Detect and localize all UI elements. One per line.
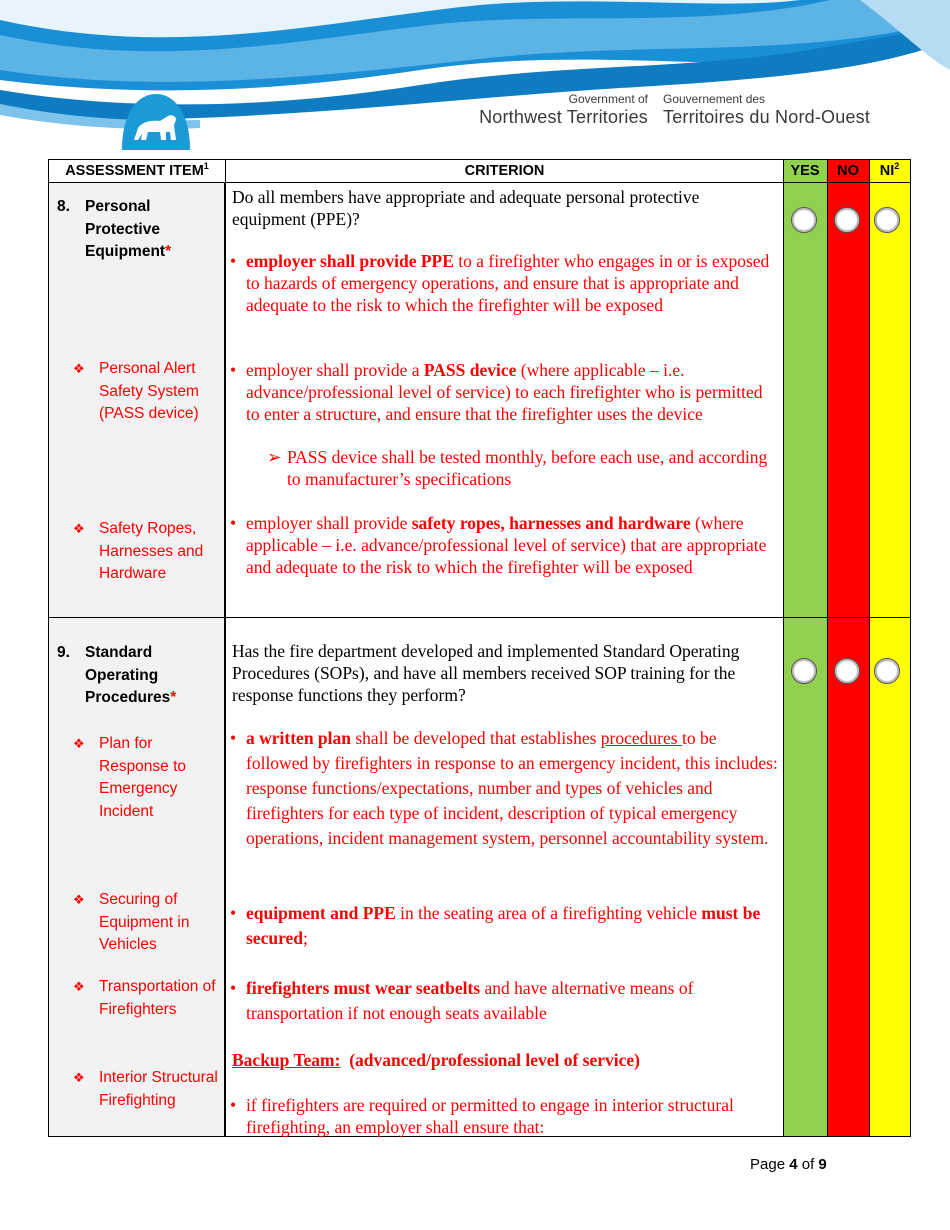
diamond-bullet-icon: ❖ [73,1070,85,1085]
section-8-bullet-pass [230,359,778,425]
section-9-ni-radio[interactable] [874,658,900,684]
bullet-bold: employer shall provide PPE [246,251,454,271]
diamond-bullet-icon: ❖ [73,979,85,994]
section-8-no-radio[interactable] [834,207,860,233]
bullet-bold: safety ropes, harnesses and hardware [411,513,691,533]
total-pages: 9 [818,1156,827,1173]
column-divider [225,160,226,1136]
sub-item-label: Safety Ropes, Harnesses and Hardware [99,520,204,582]
section-8-sub-ropes [73,518,223,586]
page-of: of [801,1156,815,1173]
bear-logo-icon [120,92,192,150]
section-9-bullet-transport [230,976,778,1026]
footnote-1-marker: 1 [203,161,209,171]
bullet-bold: must be secured [246,903,761,948]
header-yes: YES [790,163,820,179]
page-label: Page [750,1156,786,1173]
page-number [750,1156,827,1173]
section-9-number: 9. [57,644,70,661]
section-8-number: 8. [57,198,70,215]
bullet-bold: equipment and PPE [246,903,396,923]
bullet-dot: • [230,978,237,998]
gov-fr-small: Gouvernement des [663,92,766,106]
section-9-sub-securing [73,889,223,957]
yes-column [783,160,827,1136]
bullet-text: if firefighters are required or permitted to engage in interior structural firefighting, an employer shall ensure that: [246,1095,734,1137]
gov-french-name [663,92,893,128]
bullet-text: to a firefighter who engages in or is exposed to hazards of emergency operations, and ensure that is appropriate and adequate to the risk to which the firefighter will be exposed [246,251,770,315]
backup-team-label: Backup Team: [232,1050,341,1070]
ni-column [869,160,910,1136]
current-page: 4 [789,1156,798,1173]
section-9-sub-plan [73,733,223,823]
section-8-question: Do all members have appropriate and adequate personal protective equipment (PPE)? [232,187,700,229]
bullet-text: employer shall provide a [246,360,424,380]
backup-team-level: (advanced/professional level of service) [340,1050,640,1070]
bullet-bold: PASS device [423,360,517,380]
section-9-question: Has the fire department developed and implemented Standard Operating Procedures (SOPs), and have all members received SOP training for the response functions they perform? [232,641,740,705]
gov-english-name [464,92,648,128]
section-8-bullet-ropes [230,512,778,578]
section-8-arrow-pass-test [267,446,772,490]
header-ni [869,160,910,182]
header-no: NO [837,163,859,179]
section-8-sub-pass [73,358,223,426]
arrow-text: PASS device shall be tested monthly, before each use, and according to manufacturer’s specifications [287,447,768,489]
diamond-bullet-icon: ❖ [73,736,85,751]
required-star: * [170,689,177,706]
bullet-dot: • [230,251,237,271]
footnote-2-marker: 2 [894,161,900,171]
no-column [827,160,869,1136]
bullet-bold: firefighters must wear seatbelts [246,978,481,998]
bullet-text: shall be developed that establishes [351,728,601,748]
assessment-table [48,159,911,1137]
section-9-bullet-interior [230,1094,778,1138]
section-9-title [85,642,215,710]
gov-en-big: Northwest Territories [479,107,648,127]
header-assessment-item [49,160,225,182]
diamond-bullet-icon: ❖ [73,521,85,536]
sub-item-label: Transportation of Firefighters [99,978,216,1018]
bullet-dot: • [230,728,237,748]
section-9-yes-radio[interactable] [791,658,817,684]
section-9-backup-team-heading [232,1049,640,1071]
arrow-bullet-icon: ➢ [267,447,282,467]
section-9-sub-interior [73,1067,223,1112]
bullet-text: ; [303,928,308,948]
section-8-yes-radio[interactable] [791,207,817,233]
bullet-dot: • [230,1095,237,1115]
bullet-bold: a written plan [246,728,351,748]
section-9-bullet-securing [230,901,778,951]
bullet-text: (where applicable – i.e. advance/professional level of service) that are appropriate and adequate to the risk to which the firefighter will be exposed [246,513,767,577]
diamond-bullet-icon: ❖ [73,892,85,907]
required-star: * [165,243,172,260]
bullet-dot: • [230,360,237,380]
sub-item-label: Securing of Equipment in Vehicles [99,891,190,953]
header-ni-label: NI [879,163,895,179]
gov-en-small: Government of [568,92,648,106]
sub-item-label: Interior Structural Firefighting [99,1069,218,1109]
header-criterion: CRITERION [464,163,545,179]
bullet-underlined: procedures [600,728,682,748]
section-divider [49,617,910,618]
section-8-ni-radio[interactable] [874,207,900,233]
diamond-bullet-icon: ❖ [73,361,85,376]
gov-fr-big: Territoires du Nord-Ouest [663,107,871,127]
header-assessment-item-label: ASSESSMENT ITEM [65,163,204,179]
bullet-text: to be followed by firefighters in response to an emergency incident, this includes: response functions/expectations, number and types of vehicles and firefighters for each type of incident, description of typical emergency operations, incident management system, personnel accountability system. [246,728,778,848]
section-8-title-text: Personal Protective Equipment [85,198,166,260]
bullet-text: and have alternative means of transportation if not enough seats available [246,978,694,1023]
bullet-dot: • [230,903,237,923]
bullet-text: employer shall provide [246,513,412,533]
header-row-divider [49,182,910,183]
section-8-title [85,196,215,264]
section-8-bullet-ppe [230,250,778,316]
section-9-title-text: Standard Operating Procedures [85,644,171,706]
sub-item-label: Personal Alert Safety System (PASS device) [99,360,199,422]
bullet-text: (where applicable – i.e. advance/professional level of service) to each firefighter who is permitted to enter a structure, and ensure that the firefighter uses the device [246,360,763,424]
sub-item-label: Plan for Response to Emergency Incident [99,735,187,820]
bullet-dot: • [230,513,237,533]
bullet-text: in the seating area of a firefighting vehicle [395,903,702,923]
section-9-sub-transport [73,976,223,1021]
section-9-no-radio[interactable] [834,658,860,684]
section-9-bullet-plan [230,726,778,851]
